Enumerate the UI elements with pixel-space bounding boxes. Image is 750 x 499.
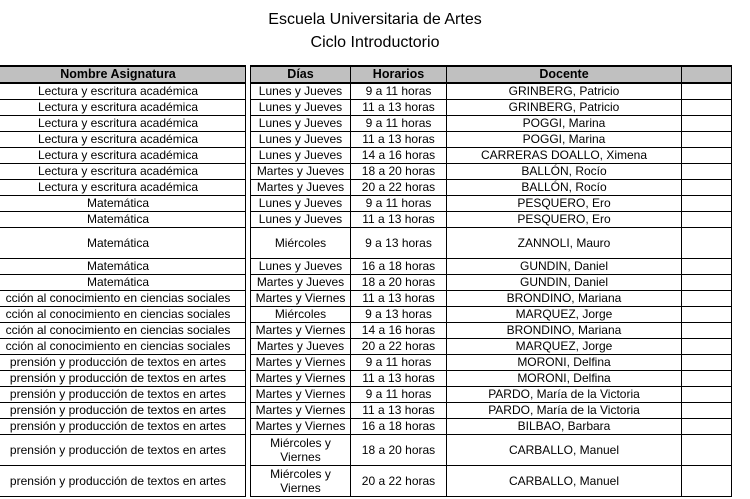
cell-hours: 16 a 18 horas (351, 419, 447, 435)
cell-hours: 9 a 11 horas (351, 83, 447, 100)
column-header-hours: Horarios (351, 66, 447, 83)
cell-subject: Matemática (0, 212, 246, 228)
cell-days: Martes y Jueves (251, 275, 351, 291)
cell-hours: 11 a 13 horas (351, 212, 447, 228)
cell-days: Lunes y Jueves (251, 132, 351, 148)
cell-teacher: MARQUEZ, Jorge (447, 339, 682, 355)
cell-extra (682, 419, 732, 435)
cell-teacher: PESQUERO, Ero (447, 212, 682, 228)
table-row (0, 419, 732, 435)
table-row (0, 212, 732, 228)
cell-teacher: BALLÓN, Rocío (447, 164, 682, 180)
cell-subject: Lectura y escritura académica (0, 116, 246, 132)
schedule-table (0, 65, 732, 497)
cell-teacher: GUNDIN, Daniel (447, 275, 682, 291)
cell-extra (682, 307, 732, 323)
column-header-extra (682, 66, 732, 83)
table-row (0, 275, 732, 291)
cell-subject: Lectura y escritura académica (0, 100, 246, 116)
cell-teacher: CARBALLO, Manuel (447, 435, 682, 466)
cell-extra (682, 435, 732, 466)
table-row (0, 132, 732, 148)
cell-extra (682, 291, 732, 307)
cell-hours: 9 a 13 horas (351, 228, 447, 259)
cell-hours: 11 a 13 horas (351, 291, 447, 307)
cell-hours: 18 a 20 horas (351, 435, 447, 466)
table-row (0, 196, 732, 212)
cell-days: Miércoles y Viernes (251, 466, 351, 497)
table-row (0, 339, 732, 355)
cell-extra (682, 371, 732, 387)
cell-extra (682, 355, 732, 371)
cell-days: Martes y Viernes (251, 323, 351, 339)
page-subtitle: Ciclo Introductorio (310, 34, 440, 51)
cell-extra (682, 83, 732, 100)
cell-extra (682, 387, 732, 403)
cell-days: Martes y Viernes (251, 419, 351, 435)
cell-days: Martes y Viernes (251, 387, 351, 403)
cell-teacher: PARDO, María de la Victoria (447, 403, 682, 419)
cell-subject: cción al conocimiento en ciencias sociales (0, 291, 246, 307)
column-header-subject: Nombre Asignatura (0, 66, 246, 83)
cell-extra (682, 466, 732, 497)
cell-teacher: ZANNOLI, Mauro (447, 228, 682, 259)
column-header-days: Días (251, 66, 351, 83)
table-row (0, 323, 732, 339)
cell-teacher: BRONDINO, Mariana (447, 323, 682, 339)
cell-days: Lunes y Jueves (251, 83, 351, 100)
table-row (0, 466, 732, 497)
table-row (0, 164, 732, 180)
table-row (0, 387, 732, 403)
cell-extra (682, 323, 732, 339)
cell-hours: 20 a 22 horas (351, 339, 447, 355)
table-row (0, 180, 732, 196)
cell-hours: 9 a 13 horas (351, 307, 447, 323)
table-row (0, 291, 732, 307)
cell-subject: Matemática (0, 275, 246, 291)
table-row (0, 116, 732, 132)
cell-subject: prensión y producción de textos en artes (0, 387, 246, 403)
cell-subject: Lectura y escritura académica (0, 132, 246, 148)
table-row (0, 228, 732, 259)
cell-days: Martes y Viernes (251, 291, 351, 307)
table-row (0, 371, 732, 387)
cell-days: Lunes y Jueves (251, 148, 351, 164)
cell-subject: Lectura y escritura académica (0, 164, 246, 180)
cell-hours: 14 a 16 horas (351, 148, 447, 164)
cell-hours: 18 a 20 horas (351, 164, 447, 180)
cell-teacher: BRONDINO, Mariana (447, 291, 682, 307)
cell-subject: cción al conocimiento en ciencias sociales (0, 323, 246, 339)
cell-extra (682, 164, 732, 180)
cell-teacher: CARBALLO, Manuel (447, 466, 682, 497)
cell-extra (682, 180, 732, 196)
cell-days: Lunes y Jueves (251, 212, 351, 228)
cell-teacher: GRINBERG, Patricio (447, 100, 682, 116)
table-row (0, 355, 732, 371)
cell-hours: 20 a 22 horas (351, 466, 447, 497)
cell-subject: Matemática (0, 259, 246, 275)
cell-extra (682, 132, 732, 148)
table-row (0, 403, 732, 419)
cell-extra (682, 212, 732, 228)
cell-subject: prensión y producción de textos en artes (0, 355, 246, 371)
cell-hours: 9 a 11 horas (351, 387, 447, 403)
cell-hours: 9 a 11 horas (351, 116, 447, 132)
cell-days: Lunes y Jueves (251, 116, 351, 132)
cell-subject: Lectura y escritura académica (0, 148, 246, 164)
cell-teacher: CARRERAS DOALLO, Ximena (447, 148, 682, 164)
cell-hours: 9 a 11 horas (351, 355, 447, 371)
cell-days: Martes y Jueves (251, 164, 351, 180)
cell-extra (682, 403, 732, 419)
table-row (0, 83, 732, 100)
cell-extra (682, 259, 732, 275)
cell-days: Miércoles (251, 307, 351, 323)
cell-teacher: POGGI, Marina (447, 116, 682, 132)
cell-days: Lunes y Jueves (251, 100, 351, 116)
cell-hours: 11 a 13 horas (351, 100, 447, 116)
cell-subject: cción al conocimiento en ciencias sociales (0, 307, 246, 323)
cell-extra (682, 100, 732, 116)
header-row (0, 66, 732, 83)
cell-days: Miércoles (251, 228, 351, 259)
cell-days: Lunes y Jueves (251, 259, 351, 275)
cell-subject: Lectura y escritura académica (0, 83, 246, 100)
cell-teacher: BALLÓN, Rocío (447, 180, 682, 196)
column-header-teacher: Docente (447, 66, 682, 83)
cell-teacher: GUNDIN, Daniel (447, 259, 682, 275)
table-row (0, 259, 732, 275)
cell-days: Martes y Viernes (251, 403, 351, 419)
cell-teacher: BILBAO, Barbara (447, 419, 682, 435)
cell-days: Lunes y Jueves (251, 196, 351, 212)
cell-hours: 16 a 18 horas (351, 259, 447, 275)
cell-subject: prensión y producción de textos en artes (0, 419, 246, 435)
table-row (0, 100, 732, 116)
cell-subject: Matemática (0, 228, 246, 259)
cell-extra (682, 275, 732, 291)
cell-subject: prensión y producción de textos en artes (0, 371, 246, 387)
cell-hours: 11 a 13 horas (351, 403, 447, 419)
cell-extra (682, 148, 732, 164)
table-row (0, 435, 732, 466)
cell-days: Miércoles y Viernes (251, 435, 351, 466)
cell-extra (682, 228, 732, 259)
cell-teacher: MORONI, Delfina (447, 355, 682, 371)
cell-days: Martes y Jueves (251, 180, 351, 196)
cell-subject: prensión y producción de textos en artes (0, 435, 246, 466)
cell-teacher: MORONI, Delfina (447, 371, 682, 387)
cell-days: Martes y Viernes (251, 371, 351, 387)
page-title: Escuela Universitaria de Artes (268, 11, 482, 28)
cell-hours: 11 a 13 horas (351, 371, 447, 387)
cell-teacher: GRINBERG, Patricio (447, 83, 682, 100)
cell-teacher: POGGI, Marina (447, 132, 682, 148)
cell-subject: Matemática (0, 196, 246, 212)
cell-hours: 9 a 11 horas (351, 196, 447, 212)
cell-days: Martes y Jueves (251, 339, 351, 355)
cell-days: Martes y Viernes (251, 355, 351, 371)
cell-hours: 20 a 22 horas (351, 180, 447, 196)
cell-subject: prensión y producción de textos en artes (0, 466, 246, 497)
cell-subject: prensión y producción de textos en artes (0, 403, 246, 419)
cell-extra (682, 196, 732, 212)
cell-extra (682, 339, 732, 355)
cell-hours: 14 a 16 horas (351, 323, 447, 339)
cell-teacher: PARDO, María de la Victoria (447, 387, 682, 403)
cell-hours: 18 a 20 horas (351, 275, 447, 291)
cell-extra (682, 116, 732, 132)
cell-subject: Lectura y escritura académica (0, 180, 246, 196)
table-row (0, 148, 732, 164)
cell-hours: 11 a 13 horas (351, 132, 447, 148)
cell-subject: cción al conocimiento en ciencias sociales (0, 339, 246, 355)
cell-teacher: MARQUEZ, Jorge (447, 307, 682, 323)
table-row (0, 307, 732, 323)
cell-teacher: PESQUERO, Ero (447, 196, 682, 212)
